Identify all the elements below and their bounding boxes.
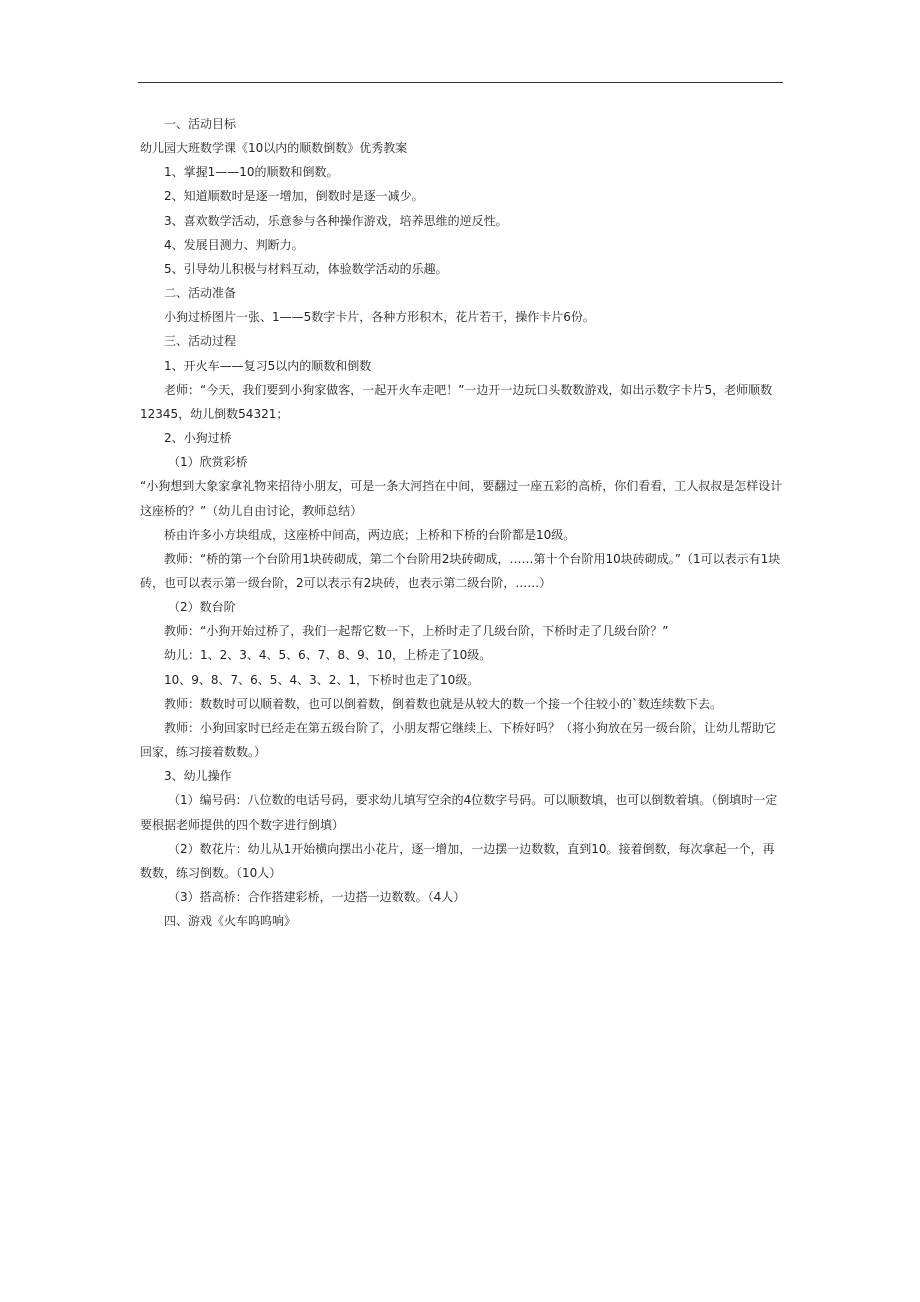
paragraph: 桥由许多小方块组成，这座桥中间高，两边底；上桥和下桥的台阶都是10级。	[164, 527, 576, 542]
section-heading: 四、游戏《火车呜呜响》	[164, 914, 297, 929]
paragraph: 1、开火车——复习5以内的顺数和倒数	[164, 358, 372, 373]
paragraph: 小狗过桥图片一张、1——5数字卡片，各种方形积木，花片若干，操作卡片6份。	[164, 310, 595, 325]
paragraph: 3、幼儿操作	[164, 769, 232, 784]
paragraph: （3）搭高桥：合作搭建彩桥，一边搭一边数数。（4人）	[168, 890, 466, 904]
document-title: 幼儿园大班数学课《10以内的顺数倒数》优秀教案	[140, 141, 408, 156]
paragraph: 2、小狗过桥	[164, 431, 232, 446]
paragraph: 老师：“今天，我们要到小狗家做客，一起开火车走吧！”一边开一边玩口头数数游戏，如出示数字卡片5，老师顺数12345，幼儿倒数54321；	[140, 382, 773, 421]
header-rule	[138, 82, 783, 83]
paragraph: 2、知道顺数时是逐一增加，倒数时是逐一减少。	[164, 189, 424, 204]
paragraph: （1）编号码：八位数的电话号码，要求幼儿填写空余的4位数字号码。可以顺数填，也可以倒数着填。（倒填时一定要根据老师提供的四个数字进行倒填）	[140, 793, 778, 832]
paragraph: （2）数花片：幼儿从1开始横向摆出小花片，逐一增加，一边摆一边数数，直到10。接着倒数，每次拿起一个，再数数，练习倒数。（10人）	[140, 841, 775, 880]
paragraph: “小狗想到大象家拿礼物来招待小朋友，可是一条大河挡在中间，要翻过一座五彩的高桥，你们看看，工人叔叔是怎样设计这座桥的？”（幼儿自由讨论，教师总结）	[140, 479, 783, 518]
paragraph: 教师：“桥的第一个台阶用1块砖砌成，第二个台阶用2块砖砌成，……第十个台阶用10块砖砌成。”（1可以表示有1块砖，也可以表示第一级台阶，2可以表示有2块砖，也表示第二级台阶，……）	[140, 551, 781, 590]
document-body	[140, 112, 783, 933]
paragraph: 教师：数数时可以顺着数，也可以倒着数，倒着数也就是从较大的数一个接一个往较小的`数连续数下去。	[164, 696, 723, 711]
section-heading: 二、活动准备	[164, 286, 237, 301]
paragraph: （2）数台阶	[168, 600, 236, 615]
paragraph: 4、发展目测力、判断力。	[164, 237, 304, 252]
paragraph: 3、喜欢数学活动，乐意参与各种操作游戏，培养思维的逆反性。	[164, 213, 508, 228]
paragraph: 10、9、8、7、6、5、4、3、2、1，下桥时也走了10级。	[164, 672, 480, 687]
section-heading: 一、活动目标	[164, 117, 237, 131]
paragraph: 幼儿：1、2、3、4、5、6、7、8、9、10，上桥走了10级。	[164, 648, 492, 663]
section-heading: 三、活动过程	[164, 334, 237, 349]
paragraph: 教师：小狗回家时已经走在第五级台阶了，小朋友帮它继续上、下桥好吗？（将小狗放在另一级台阶，让幼儿帮助它回家，练习接着数数。）	[140, 720, 777, 760]
paragraph: 5、引导幼儿积极与材料互动，体验数学活动的乐趣。	[164, 261, 448, 276]
paragraph: 教师：“小狗开始过桥了，我们一起帮它数一下，上桥时走了几级台阶，下桥时走了几级台阶？”	[164, 624, 669, 639]
paragraph: 1、掌握1——10的顺数和倒数。	[164, 165, 339, 180]
paragraph: （1）欣赏彩桥	[168, 455, 248, 470]
